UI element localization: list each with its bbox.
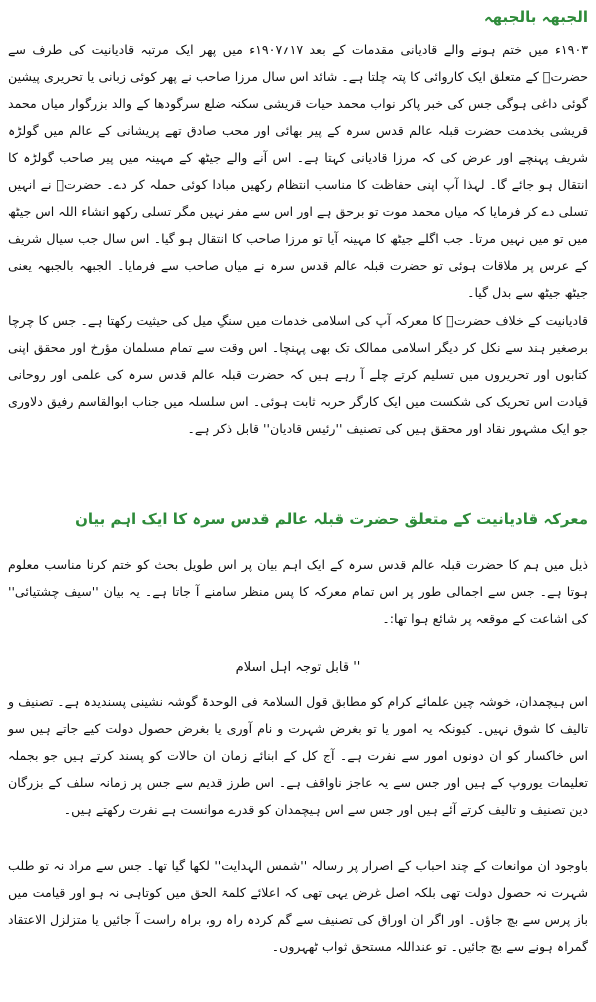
statement-title: '' قابل توجہ اہل اسلام <box>235 660 361 675</box>
paragraph-qadianiat: قادیانیت کے خلاف حضرتؒ کا معرکہ آپ کی اسلامی خدمات میں سنگِ میل کی حیثیت رکھتا ہے۔ جس کا چرچا برصغیر ہند سے نکل کر دیگر اسلامی ممالک تک بھی پہنچا۔ اس وقت سے تمام مسلمان مؤرخ اور محقق اپنی کتابوں اور تحریروں میں تسلیم کرتے چلے آ رہے ہیں کہ حضرت قبلہ عالم قدس سرہ کی علمی اور روحانی قیادت اس تحریک کی شکست میں ایک کارگر حربہ ثابت ہوئی۔ اس سلسلہ میں جناب ابوالقاسم رفیق دلاوری جو ایک مشہور نقاد اور محقق ہیں کی تصنیف ''رئیس قادیان'' قابل ذکر ہے۔ <box>8 313 588 436</box>
paragraph-intro-statement: ذیل میں ہم کا حضرت قبلہ عالم قدس سرہ کے ایک اہم بیان پر اس طویل بحث کو ختم کرنا مناسب معلوم ہوتا ہے۔ جس سے اجمالی طور پر اس تمام معرکہ کا پس منظر سامنے آ جاتا ہے۔ یہ بیان ''سیف چشتیائی'' کی اشاعت کے موقعہ پر شائع ہوا تھا:۔ <box>8 557 588 626</box>
paragraph-statement-2: باوجود ان موانعات کے چند احباب کے اصرار پر رسالہ ''شمس الہدایت'' لکھا گیا تھا۔ جس سے مراد نہ تو طلب شہرت نہ حصول دولت تھی بلکہ اصل غرض یہی تھی کہ اعلائے کلمۃ الحق میں کوتاہی نہ ہو اور قیامت میں باز پرس سے بچ جاؤں۔ اور اگر ان اوراق کی تصنیف سے گم کردہ راہ رو، براہ راست آ جائیں یا متزلزل الاعتقاد گمراہ ہونے سے بچ جائیں۔ تو عنداللہ مستحق ثواب ٹھہروں۔ <box>8 858 588 954</box>
section-heading-statement: معرکہ قادیانیت کے متعلق حضرت قبلہ عالم قدس سرہ کا ایک اہم بیان <box>75 510 588 528</box>
paragraph-statement-1: اس ہیچمدان، خوشہ چین علمائے کرام کو مطابق قول السلامۃ فی الوحدۃ گوشہ نشینی پسندیدہ ہے۔ تصنیف و تالیف کا شوق نہیں۔ کیونکہ یہ امور یا تو بغرض شہرت و نام آوری یا بغرض حصول دولت کیے جاتے ہیں سو اس خاکسار کو ان دونوں امور سے نفرت ہے۔ آج کل کے ابنائے زمان ان حالات کو پسند کرتے ہیں جو بجملہ تعلیمات یوروپ کے ہیں اور جس سے یہ عاجز ناواقف ہے۔ اس طرز قدیم سے جس پر زمانہ سلف کے بزرگان دین تصنیف و تالیف کرتے آئے ہیں اور جس سے اس ہیچمدان کو قدرے موانست ہے نفرت رکھتے ہیں۔ <box>8 694 588 817</box>
section-heading-jabhah: الجبھہ بالجبھہ <box>483 8 588 26</box>
paragraph-prophecy: ۱۹۰۳ء میں ختم ہونے والے قادیانی مقدمات کے بعد ۱۷؍۱۹۰۷ء میں پھر ایک مرتبہ قادیانیت کی طرف سے حضرتؒ کے متعلق ایک کاروائی کا پتہ چلتا ہے۔ شائد اس سال مرزا صاحب نے پھر کوئی زبانی یا تحریری پیشین گوئی داغی ہوگی جس کی خبر پاکر نواب محمد حیات قریشی سکنہ ضلع سرگودھا کے والد بزرگوار میاں محمد قریشی بخدمت حضرت قبلہ عالم قدس سرہ کے پیر بھائی اور محب صادق تھے پریشانی کے عالم میں گولڑہ شریف پہنچے اور عرض کی کہ مرزا قادیانی کہتا ہے۔ اس آنے والے جیٹھ کے مہینہ میں پیر صاحب گولڑہ کا انتقال ہو جائے گا۔ لہذا آپ اپنی حفاظت کا مناسب انتظام رکھیں مبادا کوئی حملہ کر دے۔ حضرتؒ نے انہیں تسلی دے کر فرمایا کہ میاں محمد موت تو برحق ہے اور اس سے مفر نہیں مگر تسلی رکھو انشاء اللہ اس جیٹھ میں تو میں نہیں مرتا۔ جب اگلے جیٹھ کا مہینہ آیا تو مرزا صاحب کا انتقال ہو گیا۔ اس سال جب سیال شریف کے عرس پر ملاقات ہوئی تو حضرت قبلہ عالم قدس سرہ نے میاں صاحب سے فرمایا۔ الجبھہ بالجبھہ یعنی جیٹھ جیٹھ سے بدل گیا۔ <box>8 42 588 300</box>
